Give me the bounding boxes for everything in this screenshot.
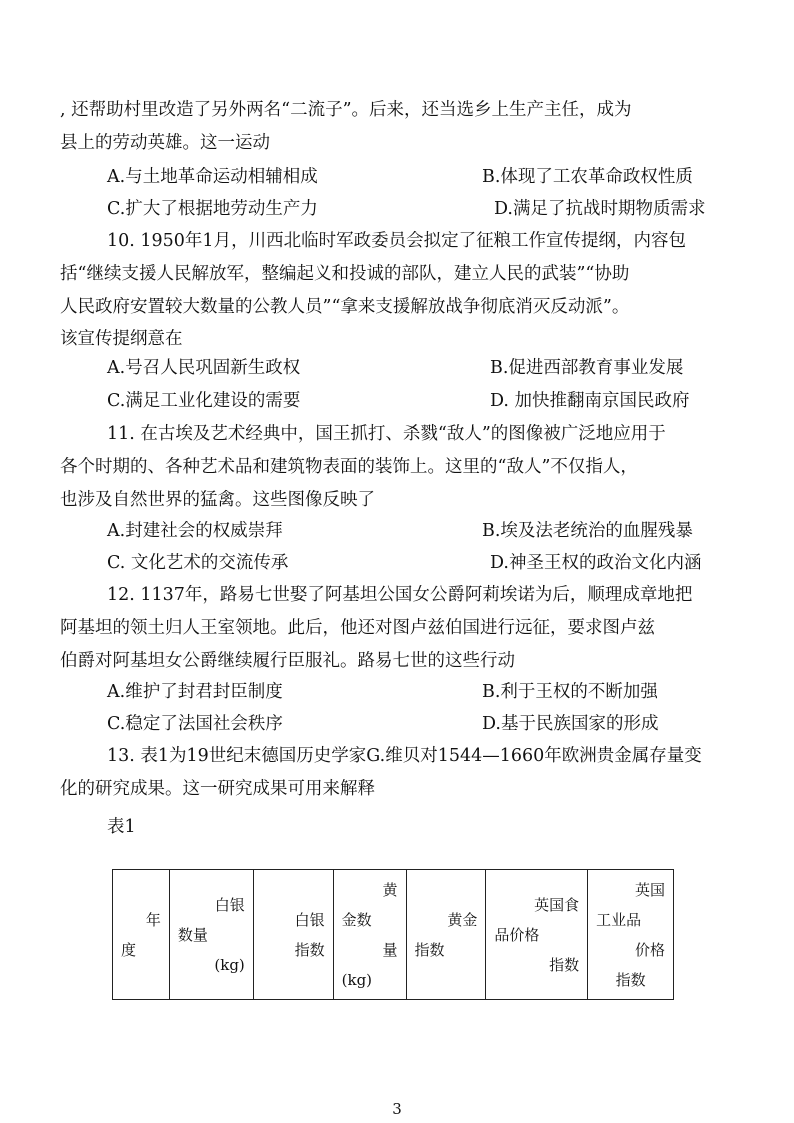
table-header-uk-industrial-price-index: 英国 工业品 价格 指数 — [588, 870, 674, 1000]
q12-option-a: A.维护了封君封臣制度 — [107, 682, 283, 702]
q9-option-c: C.扩大了根据地劳动生产力 — [107, 199, 318, 219]
q10-option-b: B.促进西部教育事业发展 — [490, 358, 684, 378]
q9-option-a: A.与土地革命运动相辅相成 — [107, 167, 318, 187]
q11-option-b: B.埃及法老统治的血腥残暴 — [482, 521, 693, 541]
q13-text-line-1: 13. 表1为19世纪末德国历史学家G.维贝对1544—1660年欧洲贵金属存量变 — [107, 746, 702, 766]
q12-option-b: B.利于王权的不断加强 — [482, 682, 658, 702]
table-header-gold-quantity: 黄 金数 量 (kg) — [333, 870, 406, 1000]
q11-text-line-1: 11. 在古埃及艺术经典中，国王抓打、杀戮“敌人”的图像被广泛地应用于 — [107, 424, 666, 444]
table-header-row — [113, 870, 674, 1000]
q10-option-c: C.满足工业化建设的需要 — [107, 391, 301, 411]
table-header-year: 年 度 — [113, 870, 170, 1000]
q11-text-line-2: 各个时期的、各种艺术品和建筑物表面的装饰上。这里的“敌人”不仅指人， — [60, 457, 638, 477]
q9-option-d: D.满足了抗战时期物质需求 — [494, 199, 706, 219]
q10-text-line-3: 人民政府安置较大数量的公教人员”“拿来支援解放战争彻底消灭反动派”。 — [60, 297, 630, 317]
table-caption: 表1 — [107, 817, 136, 837]
q11-option-d: D.神圣王权的政治文化内涵 — [490, 553, 702, 573]
q10-option-a: A.号召人民巩固新生政权 — [107, 358, 301, 378]
q12-text-line-2: 阿基坦的领土归人王室领地。此后，他还对图卢兹伯国进行远征，要求图卢兹 — [60, 618, 655, 638]
q10-option-d: D. 加快推翻南京国民政府 — [490, 391, 690, 411]
data-table — [112, 869, 674, 1000]
q11-option-a: A.封建社会的权威崇拜 — [107, 521, 283, 541]
q12-option-d: D.基于民族国家的形成 — [482, 714, 659, 734]
q9-option-b: B.体现了工农革命政权性质 — [482, 167, 693, 187]
q10-text-line-4: 该宣传提纲意在 — [60, 329, 183, 349]
q12-option-c: C.稳定了法国社会秩序 — [107, 714, 283, 734]
table-header-silver-quantity: 白银 数量 (kg) — [169, 870, 253, 1000]
page-number: 3 — [392, 1100, 402, 1118]
q13-text-line-2: 化的研究成果。这一研究成果可用来解释 — [60, 779, 375, 799]
q9-text-line-1: , 还帮助村里改造了另外两名“二流子”。后来，还当选乡上生产主任，成为 — [60, 100, 632, 120]
q10-text-line-1: 10. 1950年1月，川西北临时军政委员会拟定了征粮工作宣传提纲，内容包 — [107, 231, 687, 251]
q10-text-line-2: 括“继续支援人民解放军，整编起义和投诚的部队，建立人民的武装”“协助 — [60, 264, 630, 284]
table-header-uk-food-price-index: 英国食 品价格 指数 — [486, 870, 588, 1000]
q9-text-line-2: 县上的劳动英雄。这一运动 — [60, 133, 270, 153]
q12-text-line-3: 伯爵对阿基坦女公爵继续履行臣服礼。路易七世的这些行动 — [60, 651, 515, 671]
table-header-silver-index: 白银 指数 — [253, 870, 333, 1000]
q12-text-line-1: 12. 1137年，路易七世娶了阿基坦公国女公爵阿莉埃诺为后，顺理成章地把 — [107, 585, 693, 605]
q11-option-c: C. 文化艺术的交流传承 — [107, 553, 289, 573]
table-header-gold-index: 黄金 指数 — [406, 870, 486, 1000]
q11-text-line-3: 也涉及自然世界的猛禽。这些图像反映了 — [60, 490, 375, 510]
